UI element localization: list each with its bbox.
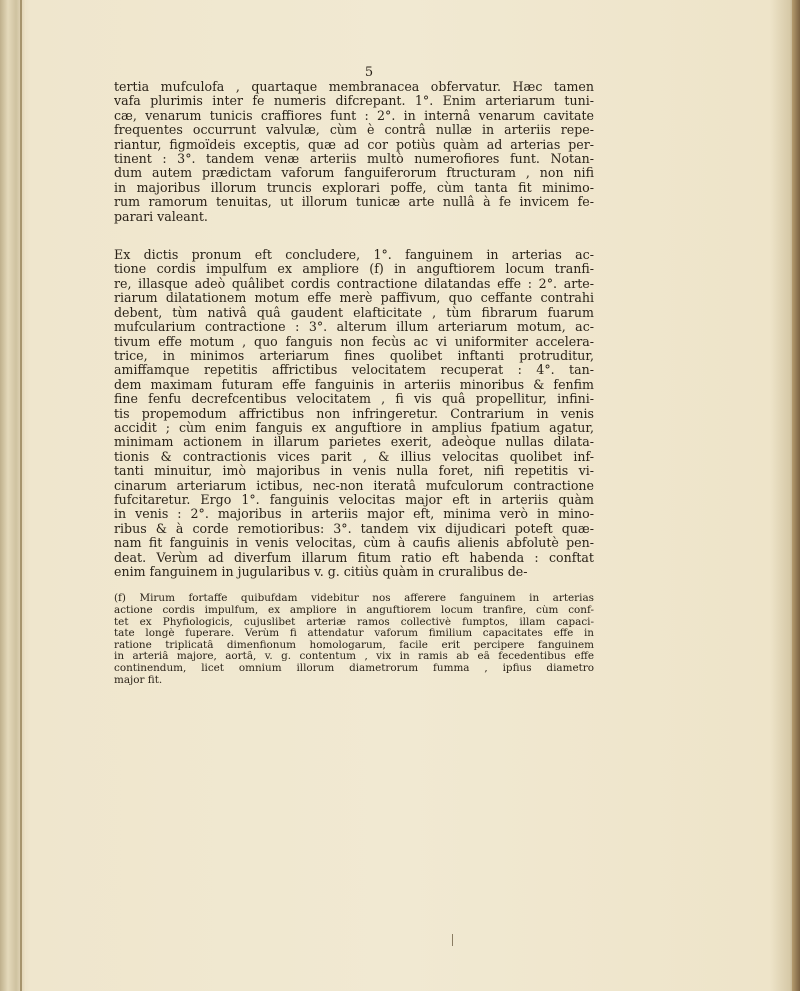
- paragraph-2-line: accidit ; cùm enim fanguis ex anguftiore in amplius fpatium agatur,: [114, 420, 594, 435]
- page-edge: [792, 0, 800, 991]
- paragraph-2-line: enim fanguinem in jugularibus v. g. citiùs quàm in cruralibus de-: [114, 565, 528, 579]
- paragraph-2: [114, 248, 594, 579]
- paragraph-1-line: rum ramorum tenuitas, ut illorum tunicæ arte nullâ à fe invicem fe-: [114, 195, 594, 210]
- page-content: [114, 66, 594, 686]
- paragraph-gap: [114, 224, 594, 248]
- paragraph-2-line: amiffamque repetitis affrictibus velocitatem recuperat : 4°. tan-: [114, 363, 594, 378]
- footnote-line: tate longè fuperare. Verùm fi attendatur vaforum fimilium capacitates effe in: [114, 628, 594, 640]
- paragraph-1-line: tertia mufculofa , quartaque membranacea obfervatur. Hæc tamen: [114, 80, 594, 94]
- paragraph-2-line: riarum dilatationem motum effe merè paffivum, quo ceffante contrahi: [114, 291, 594, 306]
- footnote-line: ratione triplicatâ dimenfionum homologarum, facile erit percipere fanguinem: [114, 639, 594, 651]
- page-number: 5: [364, 65, 374, 80]
- paragraph-2-line: re, illasque adeò quâlibet cordis contractione dilatandas effe : 2°. arte-: [114, 276, 594, 291]
- paragraph-2-line: Ex dictis pronum eft concludere, 1°. fanguinem in arterias ac-: [114, 248, 594, 263]
- paragraph-2-line: tione cordis impulfum ex ampliore (f) in anguftiorem locum tranfi-: [114, 262, 594, 277]
- paragraph-2-line: debent, tùm nativâ quâ gaudent elafticitate , tùm fibrarum fuarum: [114, 305, 594, 320]
- paragraph-1: [114, 80, 594, 224]
- paragraph-2-line: in venis : 2°. majoribus in arteriis major eft, minima verò in mino-: [114, 507, 594, 522]
- paragraph-2-line: minimam actionem in illarum parietes exerit, adeòque nullas dilata-: [114, 435, 594, 450]
- footnote-line: actione cordis impulfum, ex ampliore in anguftiorem locum tranfire, cùm conf-: [114, 605, 594, 616]
- footnote-line: in arteriâ majore, aortâ, v. g. contentum , vix in ramis ab eâ fecedentibus effe: [114, 651, 594, 663]
- paragraph-2-line: fufcitaretur. Ergo 1°. fanguinis velocitas major eft in arteriis quàm: [114, 492, 594, 507]
- paragraph-2-line: ribus & à corde remotioribus: 3°. tandem vix dijudicari poteft quæ-: [114, 521, 594, 536]
- print-mark: [452, 934, 453, 946]
- paragraph-2-line: tivum effe motum , quo fanguis non fecùs ac vi uniformiter accelera-: [114, 334, 594, 349]
- paragraph-2-line: trice, in minimos arteriarum fines quolibet inftanti protruditur,: [114, 348, 594, 363]
- footnote-line: continendum, licet omnium illorum diametrorum fumma , ipfius diametro: [114, 662, 594, 674]
- paragraph-2-line: tis propemodum affrictibus non infringeretur. Contrarium in venis: [114, 406, 594, 421]
- book-binding: [0, 0, 26, 991]
- paragraph-2-line: tanti minuitur, imò majoribus in venis nulla foret, nifi repetitis vi-: [114, 464, 594, 479]
- paragraph-1-line: in majoribus illorum truncis explorari poffe, cùm tanta fit minimo-: [114, 180, 594, 195]
- paragraph-1-line: frequentes occurrunt valvulæ, cùm è contrâ nullæ in arteriis repe-: [114, 123, 594, 138]
- paragraph-1-line: tinent : 3°. tandem venæ arteriis multò numerofiores funt. Notan-: [114, 152, 594, 167]
- footnote: [114, 593, 594, 686]
- paragraph-2-line: dem maximam futuram effe fanguinis in arteriis minoribus & fenfim: [114, 377, 594, 392]
- paragraph-1-line: riantur, figmoïdeis exceptis, quæ ad cor potiùs quàm ad arterias per-: [114, 137, 594, 152]
- paragraph-1-line: parari valeant.: [114, 209, 208, 224]
- paragraph-2-line: tionis & contractionis vices parit , & illius velocitas quolibet inf-: [114, 449, 594, 464]
- footnote-line: tet ex Phyfiologicis, cujuslibet arteriæ ramos collectivè fumptos, illam capaci-: [114, 616, 594, 628]
- paragraph-2-line: cinarum arteriarum ictibus, nec-non iteratâ mufculorum contractione: [114, 478, 594, 493]
- paragraph-2-line: mufcularium contractione : 3°. alterum illum arteriarum motum, ac-: [114, 320, 594, 335]
- paragraph-1-line: cæ, venarum tunicis craffiores funt : 2°. in internâ venarum cavitate: [114, 108, 594, 123]
- paragraph-1-line: dum autem prædictam vaforum fanguiferorum ftructuram , non nifi: [114, 166, 594, 181]
- paragraph-2-line: deat. Verùm ad diverfum illarum fitum ratio eft habenda : conftat: [114, 550, 594, 565]
- paragraph-1-line: vafa plurimis inter fe numeris difcrepant. 1°. Enim arteriarum tuni-: [114, 94, 594, 109]
- paragraph-2-line: nam fit fanguinis in venis velocitas, cùm à caufis alienis abfolutè pen-: [114, 536, 594, 551]
- paragraph-2-line: fine fenfu decrefcentibus velocitatem , fi vis quâ propellitur, infini-: [114, 392, 594, 407]
- footnote-line: major fit.: [114, 674, 163, 686]
- gutter-line: [20, 0, 22, 991]
- footnote-line: (f) Mirum fortaffe quibufdam videbitur nos afferere fanguinem in arterias: [114, 593, 594, 605]
